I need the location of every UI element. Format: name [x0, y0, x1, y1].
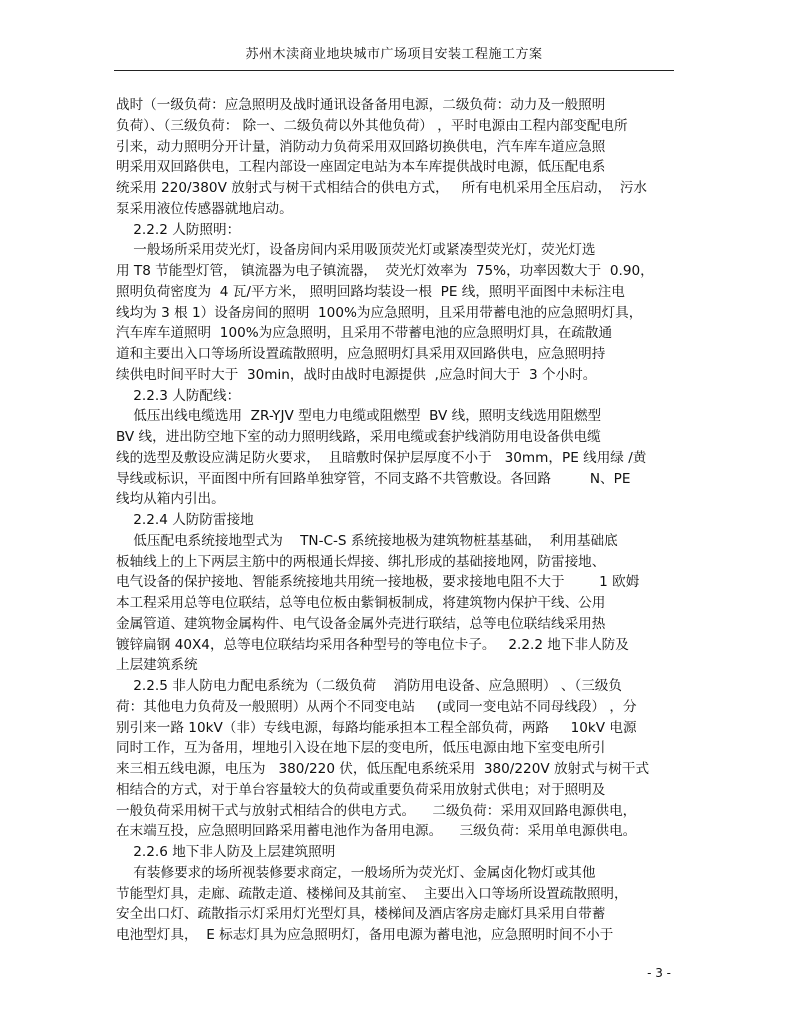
text-line: 导线或标识，平面图中所有回路单独穿管，不同支路不共管敷设。各回路 N、PE — [116, 470, 631, 487]
text-line: 低压出线电缆选用 ZR-YJV 型电力电缆或阻燃型 BV 线，照明支线选用阻燃型 — [116, 408, 602, 425]
text-line: 镀锌扁钢 40X4，总等电位联结均采用各种型号的等电位卡子。 2.2.2 地下非人防及 — [116, 636, 629, 653]
text-line: 用 T8 节能型灯管， 镇流器为电子镇流器， 荧光灯效率为 75%，功率因数大于 0.90， — [116, 263, 654, 279]
text-line: 明采用双回路供电，工程内部设一座固定电站为本车库提供战时电源，低压配电系 — [116, 159, 606, 176]
text-line: 安全出口灯、疏散指示灯采用灯光型灯具，楼梯间及酒店客房走廊灯具采用自带蓄 — [116, 906, 606, 923]
text-line: 引来，动力照明分开计量，消防动力负荷采用双回路切换供电，汽车库车道应急照 — [116, 138, 606, 155]
text-line: 上层建筑系统 — [116, 657, 198, 674]
text-line: 线均为 3 根 1）设备房间的照明 100%为应急照明，且采用带蓄电池的应急照明灯具， — [116, 304, 643, 321]
text-line: 同时工作，互为备用，埋地引入设在地下层的变电所，低压电源由地下室变电所引 — [116, 740, 606, 757]
text-line: BV 线，进出防空地下室的动力照明线路，采用电缆或套护线消防用电设备供电缆 — [116, 429, 601, 445]
text-line: 线的选型及敷设应满足防火要求， 且暗敷时保护层厚度不小于 30mm，PE 线用绿 /黄 — [116, 449, 647, 466]
text-line: 电气设备的保护接地、智能系统接地共用统一接地极，要求接地电阻不大于 1 欧姆 — [116, 574, 640, 591]
text-line: 有装修要求的场所视装修要求商定，一般场所为荧光灯、金属卤化物灯或其他 — [116, 864, 596, 881]
text-line: 统采用 220/380V 放射式与树干式相结合的供电方式， 所有电机采用全压启动， 污水 — [116, 180, 648, 196]
text-line: 一般场所采用荧光灯，设备房间内采用吸顶荧光灯或紧凑型荧光灯，荧光灯选 — [116, 242, 596, 259]
text-line: 金属管道、建筑物金属构件、电气设备金属外壳进行联结，总等电位联结线采用热 — [116, 615, 606, 632]
text-line: 泵采用液位传感器就地启动。 — [116, 200, 293, 217]
text-line: 汽车库车道照明 100%为应急照明，且采用不带蓄电池的应急照明灯具，在疏散通 — [116, 325, 613, 342]
text-line: 板轴线上的上下两层主筋中的两根通长焊接、绑扎形成的基础接地网，防雷接地、 — [116, 553, 606, 570]
text-line: 照明负荷密度为 4 瓦/平方米， 照明回路均装设一根 PE 线，照明平面图中未标注电 — [116, 283, 625, 300]
text-line: 负荷）、（三级负荷： 除一、二级负荷以外其他负荷） ，平时电源由工程内部变配电所 — [116, 117, 628, 134]
text-line: 节能型灯具，走廊、疏散走道、楼梯间及其前室、 主要出入口等场所设置疏散照明， — [116, 885, 628, 902]
text-line: 别引来一路 10kV（非）专线电源，每路均能承担本工程全部负荷，两路 10kV 电源 — [116, 719, 637, 736]
text-line: 2.2.6 地下非人防及上层建筑照明 — [116, 844, 336, 860]
text-line: 2.2.3 人防配线： — [116, 387, 241, 404]
text-line: 线均从箱内引出。 — [116, 491, 225, 508]
text-line: 来三相五线电源，电压为 380/220 伏，低压配电系统采用 380/220V 放射式与树干式 — [116, 761, 650, 777]
page-number: - 3 - — [647, 966, 671, 980]
text-line: 相结合的方式，对于单台容量较大的负荷或重要负荷采用放射式供电；对于照明及 — [116, 781, 606, 798]
page-header: 苏州木渎商业地块城市广场项目安装工程施工方案 — [114, 40, 674, 71]
text-line: 本工程采用总等电位联结，总等电位板由紫铜板制成，将建筑物内保护干线、公用 — [116, 595, 606, 611]
text-line: 低压配电系统接地型式为 TN-C-S 系统接地极为建筑物桩基基础， 利用基础底 — [116, 532, 618, 549]
text-line: 2.2.4 人防防雷接地 — [116, 512, 254, 528]
text-line: 续供电时间平时大于 30min，战时由战时电源提供 ,应急时间大于 3 个小时。 — [116, 366, 597, 383]
text-line: 电池型灯具， E 标志灯具为应急照明灯，备用电源为蓄电池，应急照明时间不小于 — [116, 927, 614, 943]
text-line: 2.2.2 人防照明： — [116, 221, 241, 238]
text-line: 在末端互投，应急照明回路采用蓄电池作为备用电源。 三级负荷：采用单电源供电。 — [116, 823, 637, 840]
text-line: 一般负荷采用树干式与放射式相结合的供电方式。 二级负荷：采用双回路电源供电， — [116, 802, 637, 819]
text-line: 战时（一级负荷：应急照明及战时通讯设备备用电源，二级负荷：动力及一般照明 — [116, 97, 606, 113]
text-line: 道和主要出入口等场所设置疏散照明，应急照明灯具采用双回路供电，应急照明持 — [116, 346, 606, 362]
text-line: 2.2.5 非人防电力配电系统为（二级负荷 消防用电设备、应急照明） 、（三级负 — [116, 678, 622, 694]
text-line: 荷：其他电力负荷及一般照明）从两个不同变电站 (或同一变电站不同母线段） ，分 — [116, 698, 637, 715]
